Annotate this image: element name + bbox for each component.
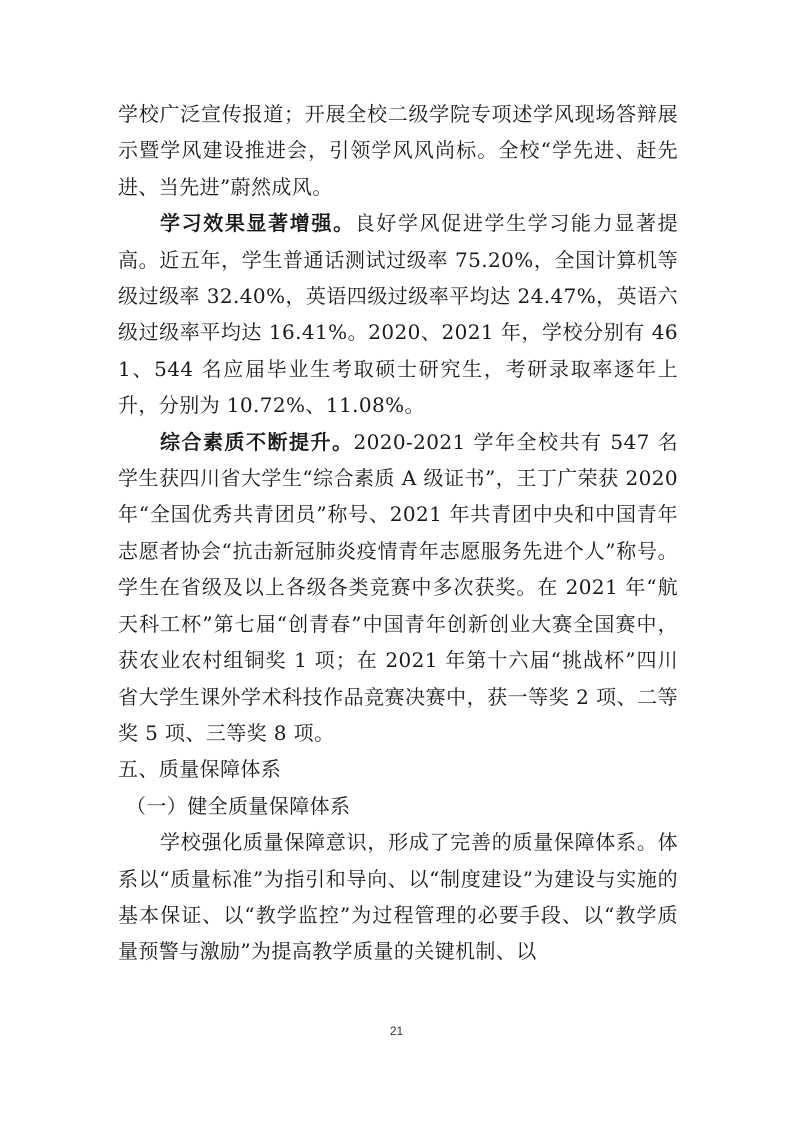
paragraph-quality-system: 学校强化质量保障意识，形成了完善的质量保障体系。体系以“质量标准”为指引和导向、以“制度建设”为建设与实施的基本保证、以“教学监控”为过程管理的必要手段、以“教学质量预警与激励”为提高教学质量的关键机制、以 bbox=[118, 830, 678, 964]
body-quality-improvement: 2020-2021 学年全校共有 547 名学生获四川省大学生“综合素质 A 级证书”，王丁广荣获 2020 年“全国优秀共青团员”称号、2021 年共青团中央和中国青年志愿者协会“抗击新冠肺炎疫情青年志愿服务先进个人”称号。学生在省级及以上各级各类竞赛中多次获奖。在 2021 年“航天科工杯”第七届“创青春”中国青年创新创业大赛全国赛中，获农业农村组铜奖 1 项；在 2021 年第十六届“挑战杯”四川省大学生课外学术科技作品竞赛决赛中，获一等奖 2 项、二等奖 5 项、三等奖 8 项。 bbox=[118, 429, 678, 745]
page-number: 21 bbox=[389, 1024, 404, 1038]
page-body bbox=[118, 96, 678, 970]
lead-learning-effect: 学习效果显著增强。 bbox=[160, 211, 355, 236]
paragraph-learning-effect bbox=[118, 205, 678, 423]
lead-quality-improvement: 综合素质不断提升。 bbox=[160, 429, 354, 454]
subsection-heading: （一）健全质量保障体系 bbox=[126, 793, 351, 818]
paragraph-publicity: 学校广泛宣传报道；开展全校二级学院专项述学风现场答辩展示暨学风建设推进会，引领学风风尚标。全校“学先进、赶先进、当先进”蔚然成风。 bbox=[118, 102, 678, 199]
paragraph-quality-improvement bbox=[118, 424, 678, 752]
section-heading: 五、质量保障体系 bbox=[118, 757, 282, 782]
body-learning-effect: 良好学风促进学生学习能力显著提高。近五年，学生普通话测试过级率 75.20%，全国计算机等级过级率 32.40%，英语四级过级率平均达 24.47%，英语六级过级率平均达 16.41%。2020、2021 年，学校分别有 461、544 名应届毕业生考取硕士研究生，考研录取率逐年上升，分别为 10.72%、11.08%。 bbox=[118, 211, 678, 418]
